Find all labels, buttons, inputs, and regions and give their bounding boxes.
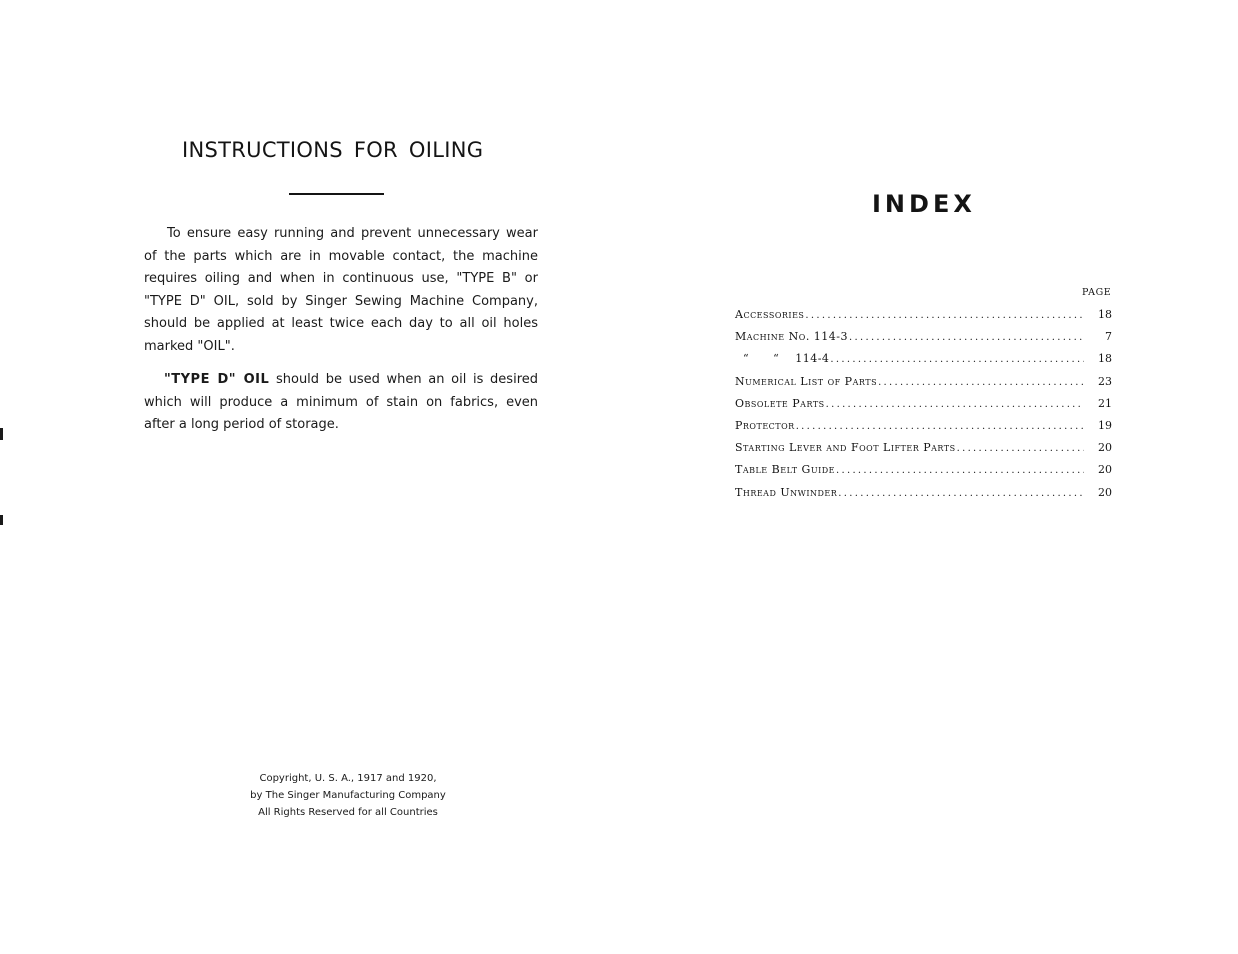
index-entry-label: Protector (735, 418, 795, 432)
index-entry-label: “ “ 114-4 (735, 352, 830, 366)
dot-leader (878, 372, 1084, 394)
index-entry-label: Machine No. 114-3 (735, 330, 849, 344)
dot-leader (838, 483, 1084, 505)
title-divider (289, 193, 384, 195)
index-entry-page: 20 (1098, 441, 1112, 455)
scan-edge-mark (0, 428, 3, 440)
dot-leader (836, 460, 1084, 482)
index-entry-label: Starting Lever and Foot Lifter Parts (735, 441, 956, 455)
oiling-paragraph-2 (144, 369, 538, 437)
index-entry-page: 18 (1098, 308, 1112, 321)
index-entry-label: Table Belt Guide (735, 463, 836, 477)
index-entry-page: 18 (1098, 352, 1112, 366)
index-entry-label: Accessories (735, 308, 805, 321)
paragraph-text: should be used when an oil is desired which will produce a minimum of stain on fabrics, even after a long period of storage. (144, 372, 538, 432)
scan-edge-mark (0, 515, 3, 525)
index-entry (735, 371, 1112, 393)
index-entry (735, 482, 1112, 504)
index-entry-label: Numerical List of Parts (735, 374, 878, 388)
dot-leader (805, 305, 1084, 327)
copyright-notice (238, 770, 458, 821)
oiling-title: INSTRUCTIONS FOR OILING (182, 138, 484, 162)
copyright-line: by The Singer Manufacturing Company (250, 790, 446, 801)
page-column-header: PAGE (1082, 287, 1112, 298)
index-entry (735, 415, 1112, 437)
oiling-paragraph-1 (144, 223, 538, 358)
index-entry-page: 21 (1098, 396, 1112, 410)
dot-leader (849, 327, 1084, 349)
index-entry-page: 7 (1105, 330, 1112, 344)
copyright-line: All Rights Reserved for all Countries (258, 807, 438, 818)
index-entry-label: Obsolete Parts (735, 396, 825, 410)
dot-leader (826, 394, 1084, 416)
index-entry-page: 23 (1098, 374, 1112, 388)
paragraph-text: To ensure easy running and prevent unnecessary wear of the parts which are in movable contact, the machine requires oiling and when in continuous use, "TYPE B" or "TYPE D" OIL, sold by Singer Sewing Machine Company, should be applied at least twice each day to all oil holes marked "OIL". (144, 226, 538, 354)
index-entry (735, 459, 1112, 481)
index-entry-page: 20 (1098, 485, 1112, 499)
index-entry-label: Thread Unwinder (735, 485, 838, 499)
index-entry (735, 348, 1112, 370)
dot-leader (830, 349, 1084, 371)
dot-leader (796, 416, 1084, 438)
copyright-line: Copyright, U. S. A., 1917 and 1920, (259, 773, 437, 784)
index-entry (735, 326, 1112, 348)
index-entry (735, 437, 1112, 459)
index-entry-page: 19 (1098, 418, 1112, 432)
paragraph-lead: "TYPE D" OIL (164, 372, 270, 387)
dot-leader (957, 438, 1084, 460)
index-entry (735, 304, 1112, 326)
index-entry-page: 20 (1098, 463, 1112, 477)
index-title: INDEX (872, 190, 976, 218)
index-list (735, 304, 1112, 504)
index-entry (735, 393, 1112, 415)
